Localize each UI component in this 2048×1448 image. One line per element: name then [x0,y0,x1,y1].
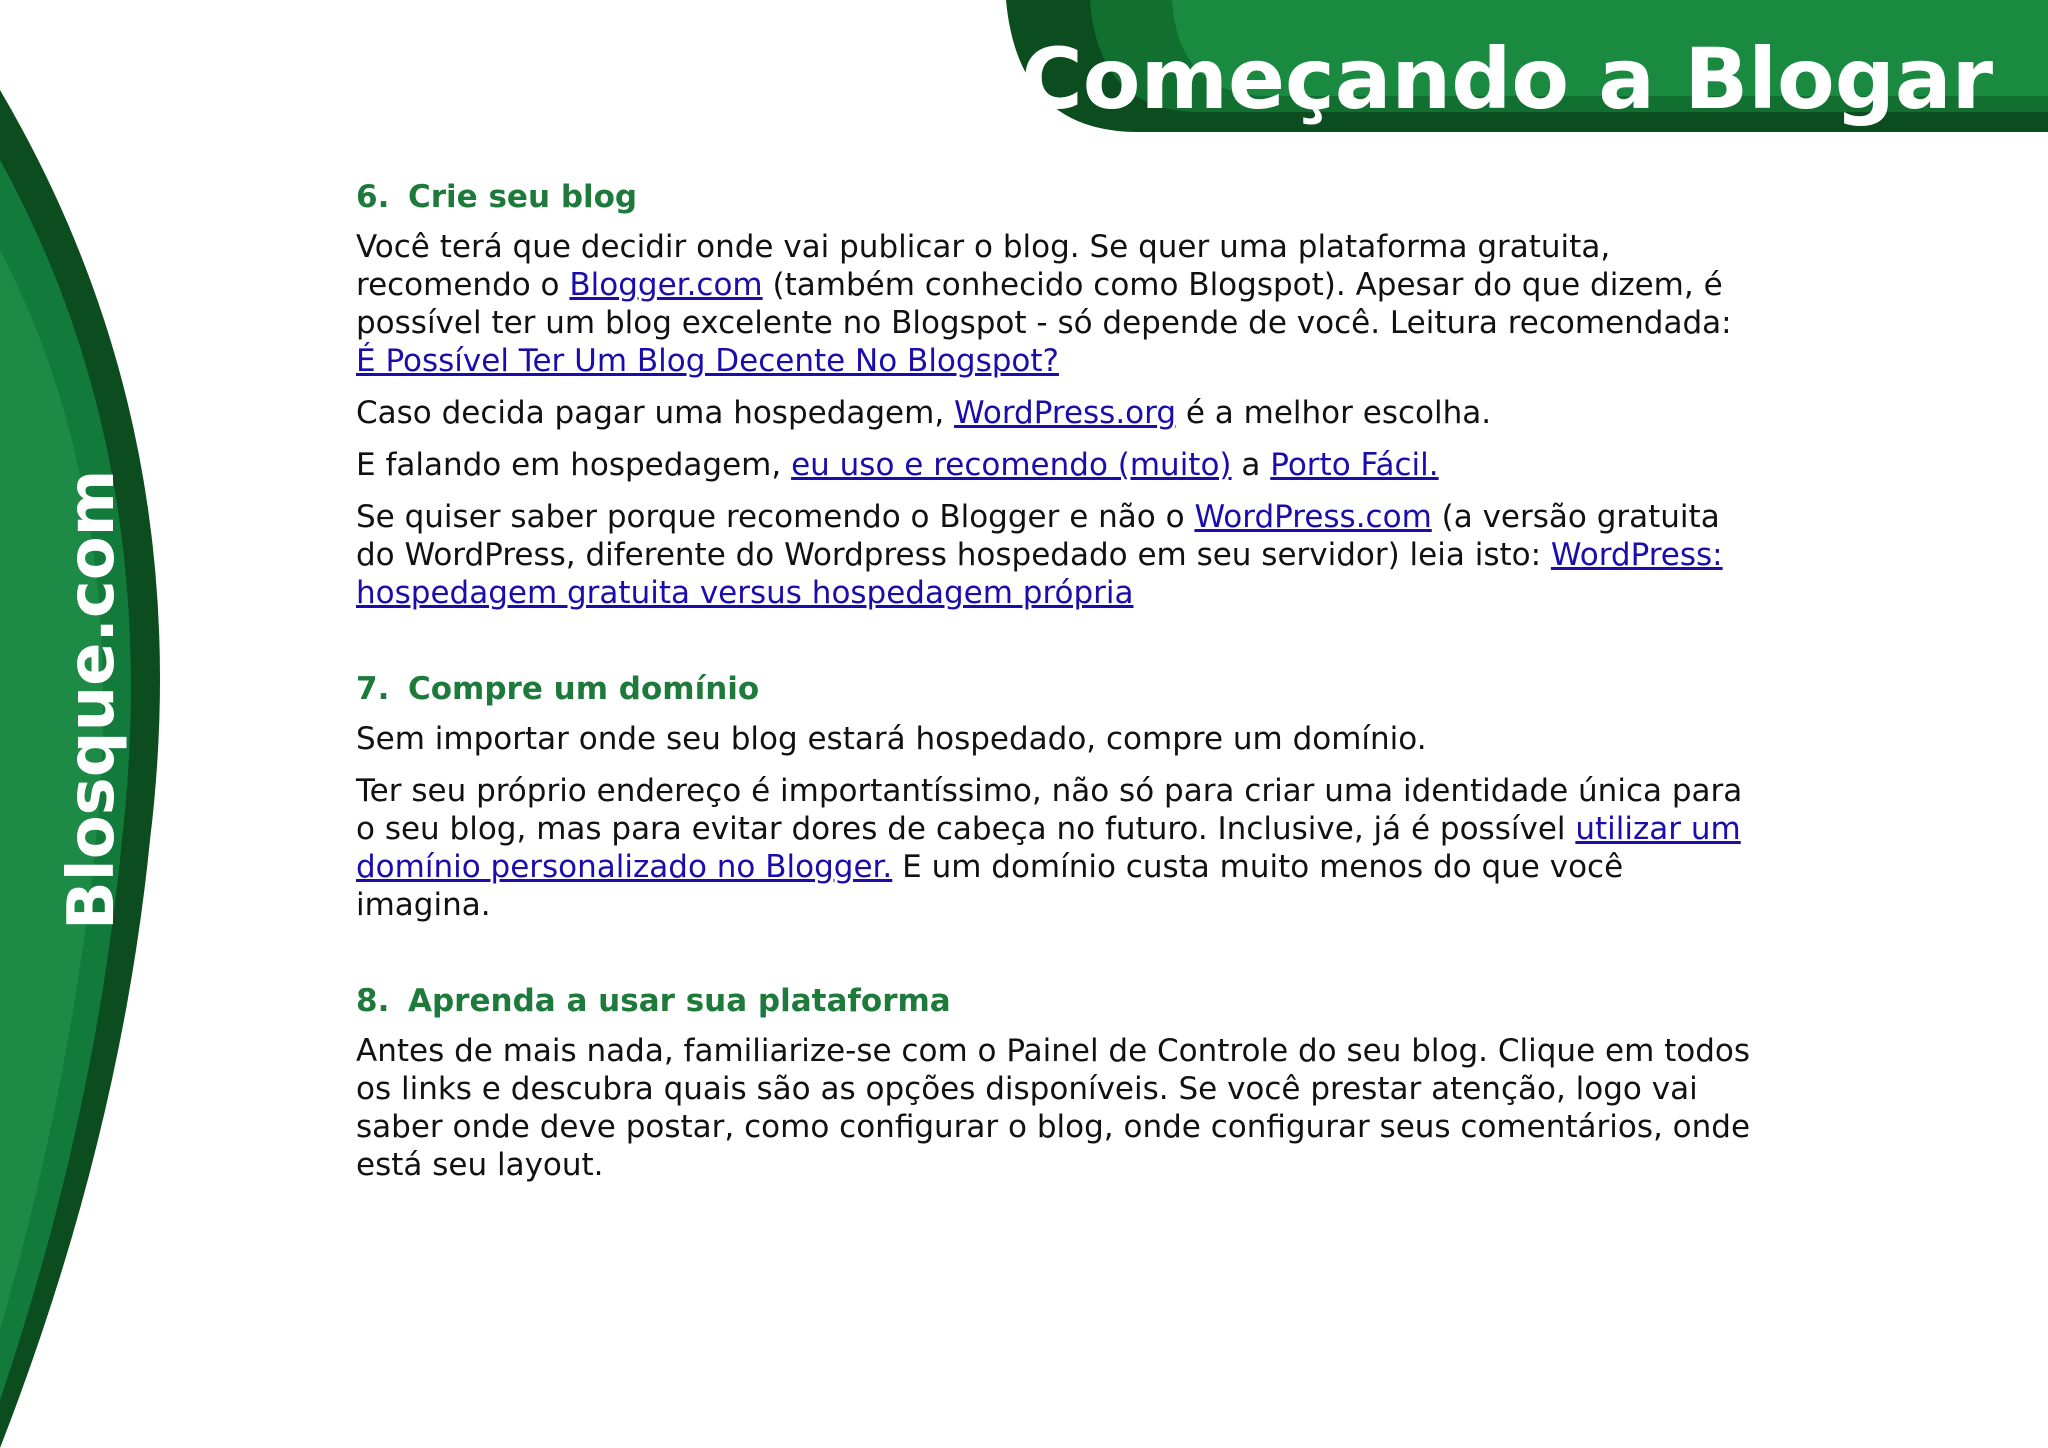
paragraph [356,498,1756,612]
section-heading [356,982,1756,1020]
text: (também conhecido como Blogspot). Apesar do que dizem, é possível ter um blog excelente no Blogspot - só depende de você. Leitura recomendada: [356,267,1732,341]
text: E falando em hospedagem, [356,447,792,483]
link-wordpress-com[interactable]: WordPress.com [1194,499,1432,535]
paragraph [356,720,1756,758]
text: Ter seu próprio endereço é importantíssimo, não só para criar uma identidade única para o seu blog, mas para evitar dores de cabeça no futuro. Inclusive, já é possível [356,773,1743,847]
link-eu-uso-e-recomendo[interactable]: eu uso e recomendo (muito) [791,447,1232,483]
paragraph [356,446,1756,484]
link-porto-facil[interactable]: Porto Fácil. [1270,447,1439,483]
paragraph [356,772,1756,924]
paragraph [356,228,1756,380]
link-wordpress-org[interactable]: WordPress.org [954,395,1177,431]
text: Caso decida pagar uma hospedagem, [356,395,955,431]
text: a [1231,447,1271,483]
document-body [356,178,1756,1242]
section-heading [356,670,1756,708]
side-site-name: Blosque.com [55,469,129,930]
link-wordpress-hospedagem[interactable]: WordPress: hospedagem gratuita versus hospedagem própria [356,537,1723,611]
section-8 [356,982,1756,1184]
text: E um domínio custa muito menos do que você imagina. [356,849,1624,923]
section-number: 8. [356,983,390,1019]
link-dominio-personalizado-blogger[interactable]: utilizar um domínio personalizado no Blogger. [356,811,1741,885]
section-heading [356,178,1756,216]
text: Sem importar onde seu blog estará hospedado, compre um domínio. [356,721,1427,757]
section-number: 7. [356,671,390,707]
text: é a melhor escolha. [1176,395,1492,431]
text: Você terá que decidir onde vai publicar o blog. Se quer uma plataforma gratuita, recomendo o [356,229,1611,303]
section-7 [356,670,1756,924]
paragraph [356,1032,1756,1184]
text: (a versão gratuita do WordPress, diferente do Wordpress hospedado em seu servidor) leia isto: [356,499,1720,573]
paragraph [356,394,1756,432]
text: Se quiser saber porque recomendo o Blogger e não o [356,499,1195,535]
link-blogger[interactable]: Blogger.com [569,267,763,303]
section-number: 6. [356,179,390,215]
section-title: Crie seu blog [408,179,638,215]
section-title: Aprenda a usar sua plataforma [408,983,951,1019]
link-blog-decente-blogspot[interactable]: É Possível Ter Um Blog Decente No Blogspot? [356,343,1059,379]
section-title: Compre um domínio [408,671,760,707]
text: Antes de mais nada, familiarize-se com o Painel de Controle do seu blog. Clique em todos os links e descubra quais são as opções disponíveis. Se você prestar atenção, logo vai saber onde deve postar, como configurar o blog, onde configurar seus comentários, onde está seu layout. [356,1033,1751,1183]
page-header-title: Começando a Blogar [1021,30,1993,128]
section-6 [356,178,1756,612]
